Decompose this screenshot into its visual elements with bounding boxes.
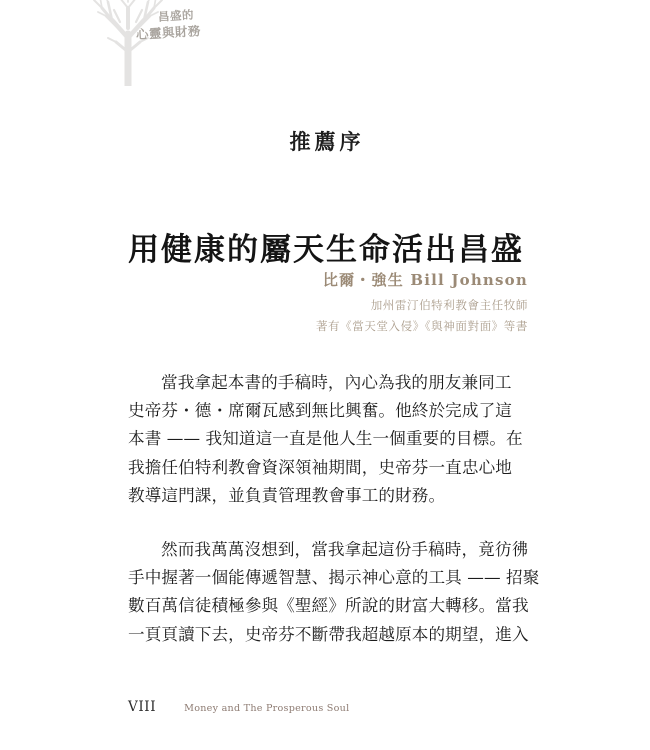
running-title: Money and The Prosperous Soul	[184, 703, 350, 714]
text-line: 本書 —— 我知道這一直是他人生一個重要的目標。在	[128, 429, 523, 449]
byline	[108, 269, 528, 334]
text-line: 然而我萬萬沒想到，當我拿起這份手稿時，竟彷彿	[161, 540, 529, 560]
byline-author-works: 著有《當天堂入侵》《與神面對面》等書	[315, 319, 528, 333]
text-line: 手中握著一個能傳遞智慧、揭示神心意的工具 —— 招聚	[128, 568, 540, 588]
section-label: 推薦序	[289, 129, 365, 154]
text-line: 教導這門課，並負責管理教會事工的財務。	[128, 485, 446, 505]
masthead-logo	[68, 0, 268, 86]
paragraph	[128, 536, 540, 649]
paragraph	[128, 369, 530, 510]
byline-author-role: 加州雷汀伯特利教會主任牧師	[370, 298, 528, 312]
byline-author-name: 比爾・強生 Bill Johnson	[322, 271, 528, 289]
page-title: 用健康的屬天生命活出昌盛	[128, 231, 524, 268]
text-line: 數百萬信徒積極參與《聖經》所說的財富大轉移。當我	[128, 596, 529, 616]
logo-script-line-1: 昌盛的	[157, 7, 195, 24]
body-copy	[128, 369, 540, 649]
logo-script-text	[135, 7, 266, 43]
page-number: VIII	[128, 699, 157, 715]
text-line: 一頁頁讀下去，史帝芬不斷帶我超越原本的期望，進入	[128, 624, 529, 644]
text-line: 我擔任伯特利教會資深領袖期間，史帝芬一直忠心地	[128, 457, 512, 477]
logo-script-line-2: 心靈與財務	[135, 23, 202, 43]
text-line: 當我拿起本書的手稿時，內心為我的朋友兼同工	[161, 373, 512, 392]
page-footer	[128, 699, 349, 715]
text-line: 史帝芬・德・席爾瓦感到無比興奮。他終於完成了這	[128, 401, 512, 421]
